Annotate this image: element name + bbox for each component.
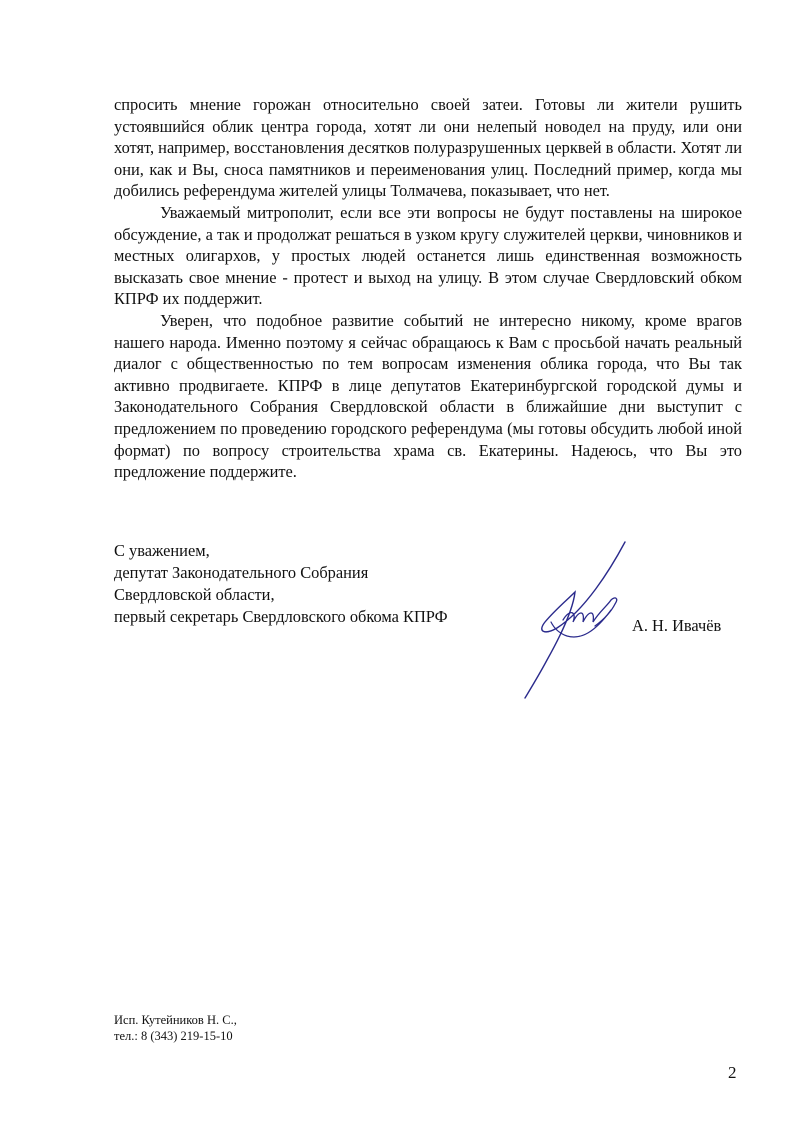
signature-stroke-loops bbox=[563, 598, 617, 626]
closing-block bbox=[114, 540, 448, 628]
page-number: 2 bbox=[728, 1063, 737, 1082]
signer-position-line-1: депутат Законодательного Собрания bbox=[114, 563, 369, 582]
executor-name: Исп. Кутейников Н. С., bbox=[114, 1013, 237, 1027]
paragraph-appeal: Уважаемый митрополит, если все эти вопросы не будут поставлены на широкое обсуждение, а так и продолжат решаться в узком кругу служителей церкви, чиновников и местных олигархов, у простых людей останется лишь единственная возможность высказать свое мнение - протест и выход на улицу. В этом случае Свердловский обком КПРФ их поддержит. bbox=[114, 202, 742, 309]
salutation: С уважением, bbox=[114, 541, 210, 560]
signer-name: А. Н. Ивачёв bbox=[632, 616, 722, 635]
paragraph-continuation: спросить мнение горожан относительно своей затеи. Готовы ли жители рушить устоявшийся облик центра города, хотят ли они нелепый новодел на пруду, или они хотят, например, восстановления десятков полуразрушенных церквей в области. Хотят ли они, как и Вы, сноса памятников и переименования улиц. Последний пример, когда мы добились референдума жителей улицы Толмачева, показывает, что нет. bbox=[114, 95, 742, 201]
executor-note bbox=[114, 1012, 237, 1044]
signer-position-line-3: первый секретарь Свердловского обкома КПРФ bbox=[114, 607, 448, 626]
signer-position-line-2: Свердловской области, bbox=[114, 585, 275, 604]
executor-phone: тел.: 8 (343) 219-15-10 bbox=[114, 1029, 233, 1043]
handwritten-signature bbox=[515, 540, 635, 700]
signature-stroke-tail bbox=[551, 610, 611, 637]
signature-stroke-main bbox=[525, 542, 625, 698]
letter-body bbox=[114, 94, 742, 483]
paragraph-proposal: Уверен, что подобное развитие событий не интересно никому, кроме врагов нашего народа. Именно поэтому я сейчас обращаюсь к Вам с просьбой начать реальный диалог с общественностью по тем вопросам изменения облика города, что Вы так активно продвигаете. КПРФ в лице депутатов Екатеринбургской городской думы и Законодательного Собрания Свердловской области в ближайшие дни выступит с предложением по проведению городского референдума (мы готовы обсудить любой иной формат) по вопросу строительства храма св. Екатерины. Надеюсь, что Вы это предложение поддержите. bbox=[114, 310, 742, 482]
